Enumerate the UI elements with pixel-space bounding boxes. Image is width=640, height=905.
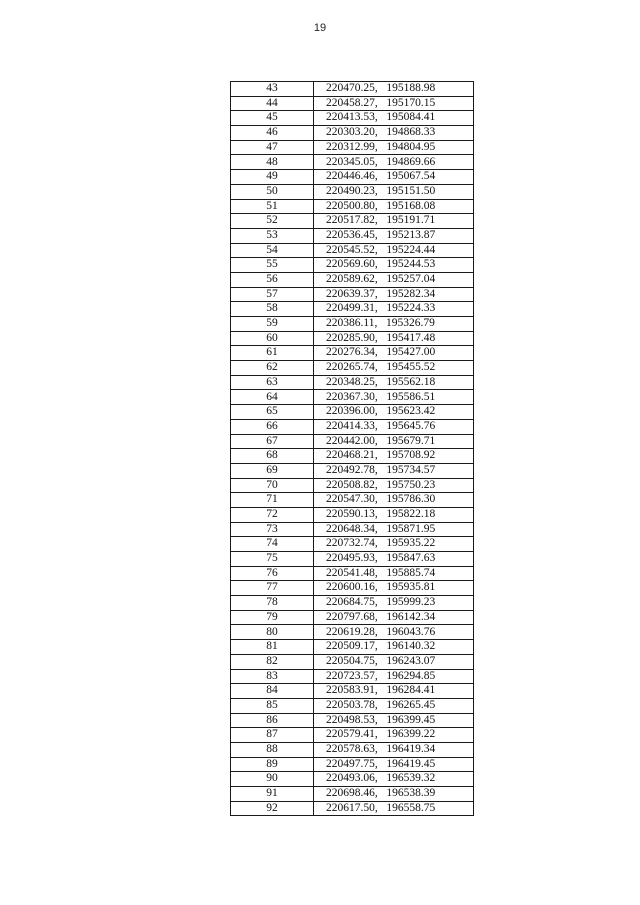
point-number-cell: 82: [231, 654, 314, 669]
point-number-cell: 45: [231, 111, 314, 126]
coordinates-cell: 220617.50, 196558.75: [314, 801, 474, 816]
table-row: [231, 522, 474, 537]
table-row: [231, 713, 474, 728]
coordinates-cell: 220446.46, 195067.54: [314, 170, 474, 185]
table-row: [231, 140, 474, 155]
point-number-cell: 61: [231, 346, 314, 361]
point-number-cell: 52: [231, 214, 314, 229]
table-row: [231, 493, 474, 508]
point-number-cell: 80: [231, 625, 314, 640]
point-number-cell: 83: [231, 669, 314, 684]
coordinates-cell: 220723.57, 196294.85: [314, 669, 474, 684]
coordinates-table-body: [231, 82, 474, 816]
coordinates-cell: 220579.41, 196399.22: [314, 728, 474, 743]
coordinates-cell: 220578.63, 196419.34: [314, 742, 474, 757]
point-number-cell: 62: [231, 361, 314, 376]
coordinates-cell: 220500.80, 195168.08: [314, 199, 474, 214]
point-number-cell: 86: [231, 713, 314, 728]
table-row: [231, 552, 474, 567]
point-number-cell: 47: [231, 140, 314, 155]
point-number-cell: 85: [231, 698, 314, 713]
table-row: [231, 434, 474, 449]
table-row: [231, 463, 474, 478]
point-number-cell: 79: [231, 610, 314, 625]
coordinates-cell: 220345.05, 194869.66: [314, 155, 474, 170]
table-row: [231, 228, 474, 243]
table-row: [231, 346, 474, 361]
coordinates-cell: 220367.30, 195586.51: [314, 390, 474, 405]
point-number-cell: 54: [231, 243, 314, 258]
coordinates-cell: 220619.28, 196043.76: [314, 625, 474, 640]
coordinates-cell: 220545.52, 195224.44: [314, 243, 474, 258]
table-row: [231, 787, 474, 802]
point-number-cell: 46: [231, 126, 314, 141]
point-number-cell: 90: [231, 772, 314, 787]
coordinates-cell: 220797.68, 196142.34: [314, 610, 474, 625]
table-row: [231, 640, 474, 655]
table-row: [231, 184, 474, 199]
point-number-cell: 75: [231, 552, 314, 567]
coordinates-cell: 220499.31, 195224.33: [314, 302, 474, 317]
coordinates-cell: 220569.60, 195244.53: [314, 258, 474, 273]
coordinates-cell: 220600.16, 195935.81: [314, 581, 474, 596]
point-number-cell: 74: [231, 537, 314, 552]
table-row: [231, 317, 474, 332]
coordinates-cell: 220684.75, 195999.23: [314, 596, 474, 611]
coordinates-cell: 220583.91, 196284.41: [314, 684, 474, 699]
point-number-cell: 64: [231, 390, 314, 405]
coordinates-cell: 220265.74, 195455.52: [314, 361, 474, 376]
table-row: [231, 596, 474, 611]
coordinates-cell: 220498.53, 196399.45: [314, 713, 474, 728]
point-number-cell: 44: [231, 96, 314, 111]
table-row: [231, 199, 474, 214]
coordinates-cell: 220492.78, 195734.57: [314, 463, 474, 478]
table-row: [231, 302, 474, 317]
point-number-cell: 57: [231, 287, 314, 302]
coordinates-cell: 220495.93, 195847.63: [314, 552, 474, 567]
coordinates-cell: 220458.27, 195170.15: [314, 96, 474, 111]
coordinates-cell: 220442.00, 195679.71: [314, 434, 474, 449]
point-number-cell: 77: [231, 581, 314, 596]
coordinates-cell: 220589.62, 195257.04: [314, 272, 474, 287]
point-number-cell: 69: [231, 463, 314, 478]
table-row: [231, 684, 474, 699]
coordinates-cell: 220497.75, 196419.45: [314, 757, 474, 772]
coordinates-cell: 220470.25, 195188.98: [314, 82, 474, 97]
coordinates-cell: 220732.74, 195935.22: [314, 537, 474, 552]
point-number-cell: 70: [231, 478, 314, 493]
table-row: [231, 126, 474, 141]
point-number-cell: 63: [231, 375, 314, 390]
point-number-cell: 58: [231, 302, 314, 317]
table-row: [231, 742, 474, 757]
page-number: 19: [313, 22, 327, 34]
coordinates-cell: 220517.82, 195191.71: [314, 214, 474, 229]
table-row: [231, 258, 474, 273]
coordinates-cell: 220509.17, 196140.32: [314, 640, 474, 655]
table-row: [231, 111, 474, 126]
point-number-cell: 71: [231, 493, 314, 508]
table-row: [231, 375, 474, 390]
table-row: [231, 155, 474, 170]
table-row: [231, 272, 474, 287]
point-number-cell: 78: [231, 596, 314, 611]
point-number-cell: 66: [231, 419, 314, 434]
point-number-cell: 49: [231, 170, 314, 185]
table-row: [231, 581, 474, 596]
point-number-cell: 50: [231, 184, 314, 199]
coordinates-cell: 220348.25, 195562.18: [314, 375, 474, 390]
point-number-cell: 56: [231, 272, 314, 287]
point-number-cell: 67: [231, 434, 314, 449]
coordinates-cell: 220396.00, 195623.42: [314, 405, 474, 420]
point-number-cell: 68: [231, 449, 314, 464]
coordinates-cell: 220639.37, 195282.34: [314, 287, 474, 302]
table-row: [231, 331, 474, 346]
table-row: [231, 96, 474, 111]
table-row: [231, 566, 474, 581]
point-number-cell: 53: [231, 228, 314, 243]
coordinates-cell: 220541.48, 195885.74: [314, 566, 474, 581]
coordinates-table: [230, 81, 474, 816]
point-number-cell: 92: [231, 801, 314, 816]
point-number-cell: 73: [231, 522, 314, 537]
point-number-cell: 48: [231, 155, 314, 170]
point-number-cell: 59: [231, 317, 314, 332]
table-row: [231, 654, 474, 669]
coordinates-cell: 220303.20, 194868.33: [314, 126, 474, 141]
table-row: [231, 728, 474, 743]
coordinates-cell: 220493.06, 196539.32: [314, 772, 474, 787]
coordinates-cell: 220547.30, 195786.30: [314, 493, 474, 508]
coordinates-cell: 220648.34, 195871.95: [314, 522, 474, 537]
table-row: [231, 405, 474, 420]
point-number-cell: 89: [231, 757, 314, 772]
table-row: [231, 287, 474, 302]
coordinates-cell: 220508.82, 195750.23: [314, 478, 474, 493]
table-row: [231, 801, 474, 816]
table-row: [231, 772, 474, 787]
table-row: [231, 537, 474, 552]
table-row: [231, 243, 474, 258]
table-row: [231, 449, 474, 464]
coordinates-cell: 220285.90, 195417.48: [314, 331, 474, 346]
table-row: [231, 170, 474, 185]
coordinates-cell: 220536.45, 195213.87: [314, 228, 474, 243]
coordinates-cell: 220503.78, 196265.45: [314, 698, 474, 713]
point-number-cell: 43: [231, 82, 314, 97]
point-number-cell: 65: [231, 405, 314, 420]
table-row: [231, 757, 474, 772]
coordinates-cell: 220504.75, 196243.07: [314, 654, 474, 669]
point-number-cell: 51: [231, 199, 314, 214]
coordinates-cell: 220490.23, 195151.50: [314, 184, 474, 199]
point-number-cell: 88: [231, 742, 314, 757]
coordinates-cell: 220414.33, 195645.76: [314, 419, 474, 434]
point-number-cell: 87: [231, 728, 314, 743]
point-number-cell: 81: [231, 640, 314, 655]
coordinates-cell: 220276.34, 195427.00: [314, 346, 474, 361]
table-row: [231, 419, 474, 434]
table-row: [231, 698, 474, 713]
table-row: [231, 507, 474, 522]
coordinates-cell: 220698.46, 196538.39: [314, 787, 474, 802]
table-row: [231, 361, 474, 376]
table-row: [231, 669, 474, 684]
table-row: [231, 610, 474, 625]
point-number-cell: 84: [231, 684, 314, 699]
point-number-cell: 55: [231, 258, 314, 273]
point-number-cell: 76: [231, 566, 314, 581]
point-number-cell: 60: [231, 331, 314, 346]
table-row: [231, 478, 474, 493]
point-number-cell: 72: [231, 507, 314, 522]
table-row: [231, 625, 474, 640]
coordinates-cell: 220413.53, 195084.41: [314, 111, 474, 126]
coordinates-cell: 220312.99, 194804.95: [314, 140, 474, 155]
coordinates-cell: 220590.13, 195822.18: [314, 507, 474, 522]
table-row: [231, 390, 474, 405]
table-row: [231, 82, 474, 97]
table-row: [231, 214, 474, 229]
point-number-cell: 91: [231, 787, 314, 802]
coordinates-cell: 220468.21, 195708.92: [314, 449, 474, 464]
coordinates-cell: 220386.11, 195326.79: [314, 317, 474, 332]
